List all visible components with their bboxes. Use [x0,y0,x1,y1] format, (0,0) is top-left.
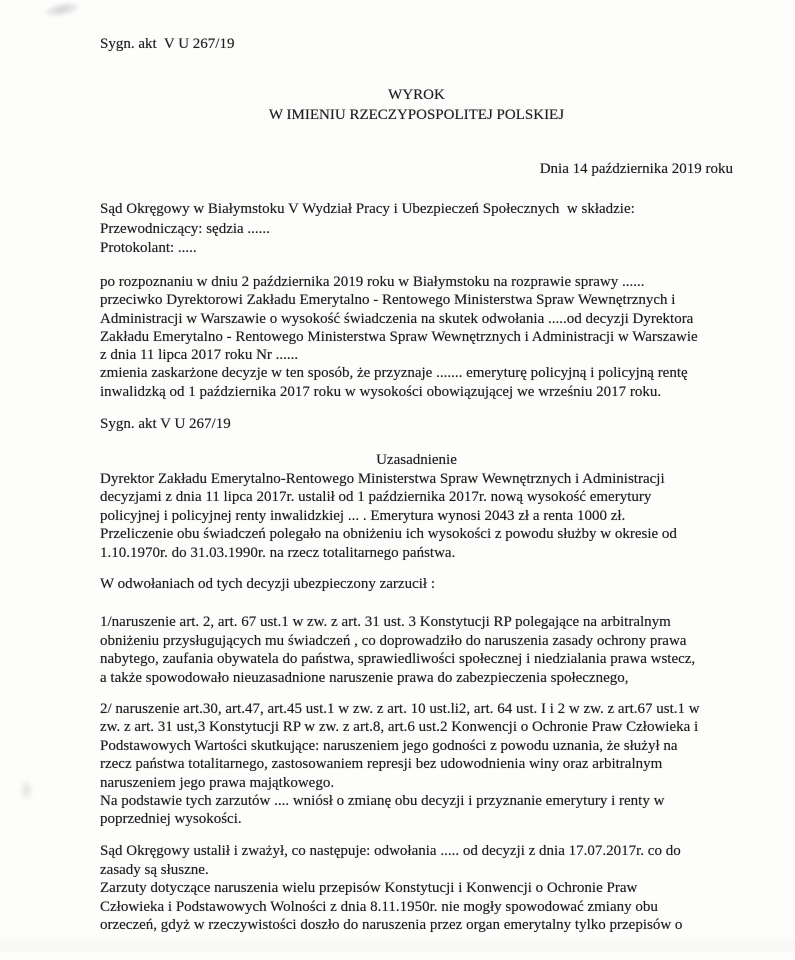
text-line: zmienia zaskarżone decyzje w ten sposób, że przyznaje ....... emeryturę policyjną i policyjną rentę [100,365,688,382]
text-line: Administracji w Warszawie o wysokość świadczenia na skutek odwołania .....od decyzji Dyrektora [100,310,694,327]
ruling-text-block [100,273,733,401]
text-line: Człowieka i Podstawowych Wolności z dnia 8.11.1950r. nie mogły spowodować zmiany obu [100,898,658,915]
text-line: zasady są słuszne. [100,861,209,878]
text-line: Przewodniczący: sędzia ...... [100,220,270,237]
text-line: po rozpoznaniu w dniu 2 października 2019 roku w Białymstoku na rozprawie sprawy ...... [100,274,645,290]
text-line: naruszeniem jego prawa majątkowego. [100,774,335,791]
text-line: Na podstawie tych zarzutów .... wniósł o zmianę obu decyzji i przyznanie emerytury i renty w [100,793,665,810]
charge-2-block [100,700,733,829]
text-line: Zakładu Emerytalno - Rentowego Ministerstwa Spraw Wewnętrznych i Administracji w Warszawie [100,328,698,345]
text-line: Sąd Okręgowy ustalił i zważył, co następuje: odwołania ..... od decyzji z dnia 17.07.2017r. co do [100,843,681,859]
judgment-heading [100,85,733,125]
text-line: W odwołaniach od tych decyzji ubezpieczony zarzucił : [100,576,435,592]
appeal-intro-block [100,575,733,594]
text-line: poprzedniej wysokości. [100,811,242,828]
text-line: 1/naruszenie art. 2, art. 67 ust.1 w zw. z art. 31 ust. 3 Konstytucji RP polegające na arbitralnym [100,614,671,630]
text-line: Podstawowych Wartości skutkujące: naruszeniem jego godności z powodu uznania, że służył na [100,737,678,754]
case-number-mid: Sygn. akt V U 267/19 [100,416,231,432]
scan-smudge-artifact [43,0,81,20]
text-line: Przeliczenie obu świadczeń polegało na obniżeniu ich wysokości z powodu służby w okresie od [100,526,677,543]
scan-smudge-artifact [19,779,34,801]
text-line: przeciwko Dyrektorowi Zakładu Emerytalno - Rentowego Ministerstwa Spraw Wewnętrznych i [100,292,676,309]
text-line: orzeczeń, gdyż w rzeczywistości doszło do naruszenia przez organ emerytalny tylko przepisów o [100,917,683,934]
text-line: Protokolant: ..... [100,240,197,256]
text-line: Dyrektor Zakładu Emerytalno-Rentowego Ministerstwa Spraw Wewnętrznych i Administracji [100,471,665,487]
court-findings-block [100,842,733,935]
text-line: policyjnej i policyjnej renty inwalidzkiej ... . Emerytura wynosi 2043 zł a renta 1000 zł. [100,507,626,524]
court-composition-block [100,200,733,259]
text-line: decyzjami z dnia 11 lipca 2017r. ustalił od 1 października 2017r. nową wysokość emerytury [100,489,652,506]
text-line: rzecz państwa totalitarnego, zastosowaniem represji bez udowodnienia winy oraz arbitralnym [100,756,663,773]
text-line: nabytego, zaufania obywatela do państwa, sprawiedliwości społecznej i niedzialania prawa wstecz, [100,651,696,668]
judgment-title: WYROK [388,87,445,103]
text-line: Sąd Okręgowy w Białymstoku V Wydział Pracy i Ubezpieczeń Społecznych w składzie: [100,201,635,217]
justification-heading: Uzasadnienie [376,452,457,468]
text-line: a także spowodowało nieuzasadnione naruszenie prawa do zabezpieczenia społecznego, [100,669,629,686]
text-line: 1.10.1970r. do 31.03.1990r. na rzecz totalitarnego państwa. [100,544,456,561]
text-line: obniżeniu przysługujących mu świadczeń , co doprowadziło do naruszenia zasady ochrony prawa [100,632,687,649]
justification-intro-block [100,470,733,562]
text-line: zw. z art. 31 ust,3 Konstytucji RP w zw. z art.8, art.6 ust.2 Konwencji o Ochronie Praw Człowieka i [100,719,699,736]
judgment-date: Dnia 14 października 2019 roku [539,161,733,177]
case-number-top: Sygn. akt V U 267/19 [100,36,235,52]
text-line: 2/ naruszenie art.30, art.47, art.45 ust.1 w zw. z art. 10 ust.li2, art. 64 ust. I i 2 w zw. z art.67 ust.1 w [100,701,700,717]
text-line: Zarzuty dotyczące naruszenia wielu przepisów Konstytucji i Konwencji o Ochronie Praw [100,880,638,897]
text-line: inwalidzką od 1 października 2017 roku w wysokości obowiązującej we wrześniu 2017 roku. [100,383,662,400]
text-line: z dnia 11 lipca 2017 roku Nr ...... [100,347,299,364]
charge-1-block [100,613,733,687]
judgment-subtitle: W IMIENIU RZECZYPOSPOLITEJ POLSKIEJ [268,107,565,123]
scan-band-artifact [0,939,795,952]
